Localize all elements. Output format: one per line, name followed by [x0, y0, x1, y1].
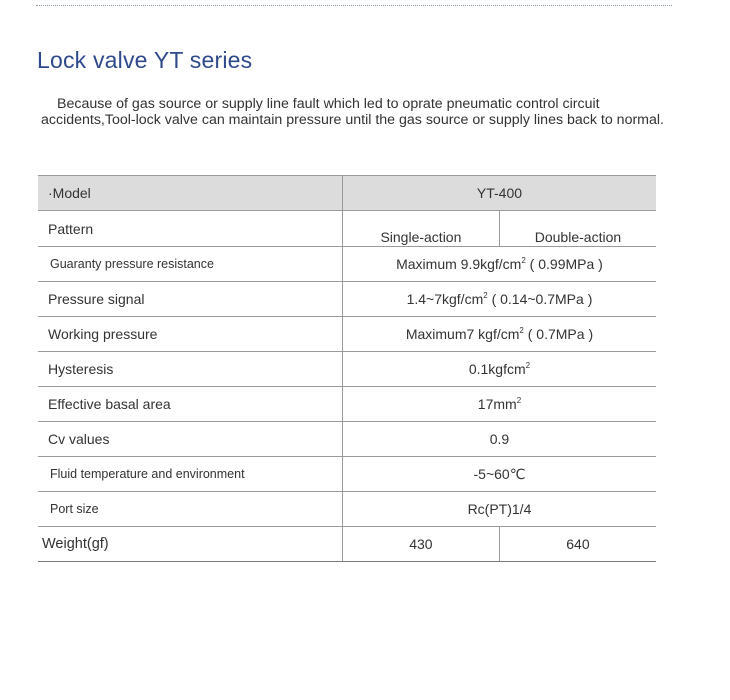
table-row-guaranty: [38, 247, 656, 282]
signal-value-suffix: ( 0.14~0.7MPa ): [487, 291, 593, 307]
hysteresis-value-main: 0.1kgfcm: [468, 361, 526, 377]
table-row-working: [38, 317, 656, 352]
table-row-basal-area: [38, 387, 656, 422]
signal-value: [342, 282, 656, 317]
weight-double: 640: [499, 527, 656, 562]
working-value-main: Maximum7 kgf/cm: [405, 326, 520, 342]
guaranty-value-sup: 2: [521, 256, 526, 265]
table-row-hysteresis: [38, 352, 656, 387]
table-row-cv: [38, 422, 656, 457]
port-value: Rc(PT)1/4: [342, 492, 656, 527]
hysteresis-value: [342, 352, 656, 387]
signal-label: Pressure signal: [38, 282, 342, 317]
signal-value-sup: 2: [483, 291, 488, 300]
weight-label: Weight(gf): [38, 527, 342, 562]
guaranty-value-main: Maximum 9.9kgf/cm: [396, 256, 522, 272]
hysteresis-label: Hysteresis: [38, 352, 342, 387]
working-value-sup: 2: [519, 326, 524, 335]
table-header-row: [38, 176, 656, 211]
weight-single: 430: [342, 527, 499, 562]
fluid-value: -5~60℃: [342, 457, 656, 492]
table-row-fluid: [38, 457, 656, 492]
top-divider: [36, 5, 672, 6]
intro-paragraph: Because of gas source or supply line fault which led to oprate pneumatic control circuit accidents,Tool-lock valve can maintain pressure until the gas source or supply lines back to normal.: [41, 96, 664, 128]
pattern-double: Double-action: [499, 211, 656, 247]
hysteresis-value-sup: 2: [525, 361, 531, 370]
basal-area-label: Effective basal area: [38, 387, 342, 422]
table-row-weight: [38, 527, 656, 562]
spec-table: [38, 175, 656, 562]
basal-area-value: [342, 387, 656, 422]
header-model-value: YT-400: [342, 176, 656, 211]
working-value-suffix: ( 0.7MPa ): [523, 326, 594, 342]
port-label: Port size: [38, 492, 342, 527]
guaranty-value: [342, 247, 656, 282]
working-label: Working pressure: [38, 317, 342, 352]
guaranty-value-suffix: ( 0.99MPa ): [525, 256, 603, 272]
table-row-signal: [38, 282, 656, 317]
page-title: Lock valve YT series: [37, 47, 253, 73]
table-row-pattern: [38, 211, 656, 247]
fluid-label: Fluid temperature and environment: [38, 457, 342, 492]
pattern-label: Pattern: [38, 211, 342, 247]
cv-value: 0.9: [342, 422, 656, 457]
pattern-single: Single-action: [342, 211, 499, 247]
signal-value-main: 1.4~7kgf/cm: [406, 291, 484, 307]
basal-area-value-main: 17mm: [477, 396, 517, 412]
guaranty-label: Guaranty pressure resistance: [38, 247, 342, 282]
table-row-port: [38, 492, 656, 527]
header-model-label: ·Model: [38, 176, 342, 211]
working-value: [342, 317, 656, 352]
cv-label: Cv values: [38, 422, 342, 457]
basal-area-value-sup: 2: [516, 396, 522, 405]
